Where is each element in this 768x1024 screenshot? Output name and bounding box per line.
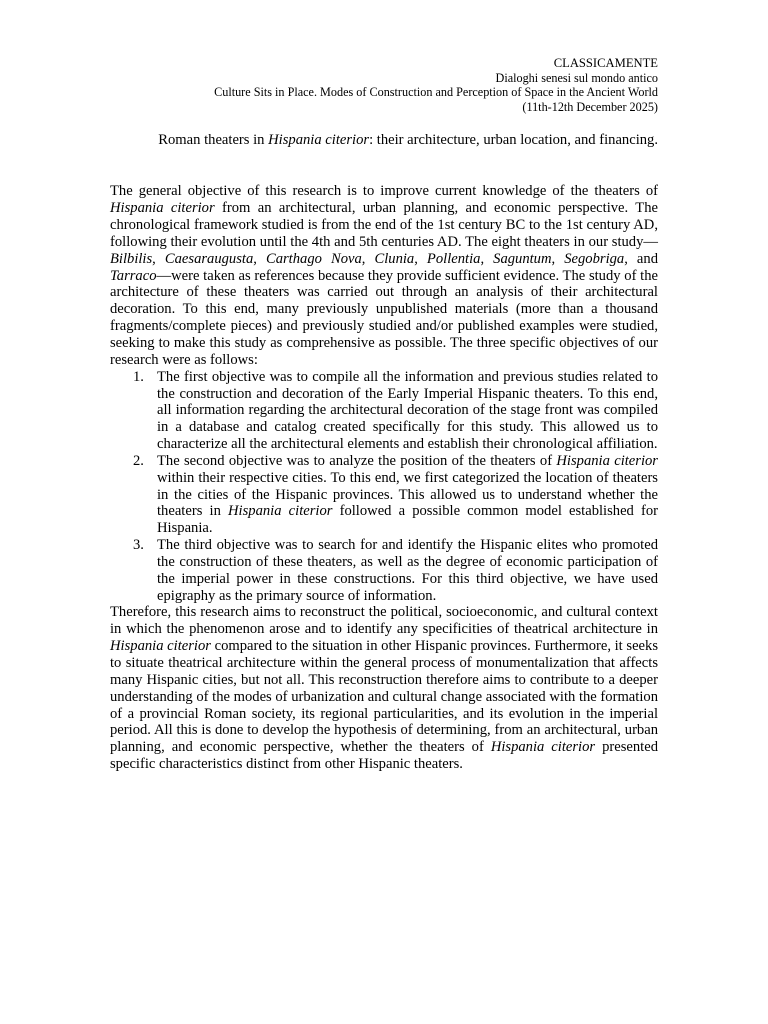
journal-series: Dialoghi senesi sul mondo antico xyxy=(495,70,658,85)
objective-text: The second objective was to analyze the position of the theaters of xyxy=(157,452,557,469)
objective-text: followed a possible common model established for Hispania. xyxy=(157,503,659,537)
theater-name: Tarraco xyxy=(110,267,157,284)
conclusion-italic: Hispania citerior xyxy=(110,638,211,655)
objective-italic: Hispania citerior xyxy=(228,503,333,520)
title-text-after: : their architecture, urban location, and financing. xyxy=(369,132,658,149)
list-item xyxy=(133,537,658,604)
intro-paragraph xyxy=(110,183,658,368)
title-italic: Hispania citerior xyxy=(268,132,370,149)
objective-text: The third objective was to search for and identify the Hispanic elites who promoted the construction of these theaters, as well as the degree of economic participation of the imperial power in these constructions. For this third objective, we have used epigraphy as the primary source of information. xyxy=(157,537,658,604)
conclusion-text: presented specific characteristics distinct from other Hispanic theaters. xyxy=(110,739,658,773)
intro-text: from an architectural, urban planning, and economic perspective. The chronological framework studied is from the end of the 1st century BC to the 1st century AD, following their evolution until the 4th and 5th centuries AD. The eight theaters in our study— xyxy=(110,200,658,250)
theater-name: Caesaraugusta xyxy=(164,250,254,267)
intro-text: , xyxy=(152,250,165,267)
intro-text: , xyxy=(253,250,266,267)
intro-text: , xyxy=(361,250,375,267)
paper-title xyxy=(110,132,658,149)
intro-italic: Hispania citerior xyxy=(110,200,215,217)
theater-name: Saguntum xyxy=(493,250,552,267)
list-number: 2. xyxy=(133,452,144,469)
journal-name: CLASSICAMENTE xyxy=(553,56,658,70)
title-text-before: Roman theaters in xyxy=(158,132,269,149)
theater-name: Pollentia xyxy=(426,250,481,267)
conclusion-italic: Hispania citerior xyxy=(490,739,596,756)
objective-text: within their respective cities. To this end, we first categorized the location of theaters in the cities of the Hispanic provinces. This allowed us to understand whether the theaters in xyxy=(157,469,658,520)
conclusion-text: Therefore, this research aims to reconstruct the political, socioeconomic, and cultural context in which the phenomenon arose and to identify any specificities of theatrical architecture in xyxy=(110,604,658,638)
conclusion-paragraph xyxy=(110,604,658,772)
theater-name: Bilbilis xyxy=(110,250,153,267)
theater-name: Carthago Nova xyxy=(265,250,362,267)
conference-title: Culture Sits in Place. Modes of Construction and Perception of Space in the Ancient World xyxy=(214,85,658,100)
intro-text: The general objective of this research is to improve current knowledge of the theaters of xyxy=(110,183,658,200)
intro-text: , xyxy=(480,250,494,267)
conference-dates: (11th-12th December 2025) xyxy=(522,99,658,114)
objectives-list xyxy=(110,369,658,605)
intro-text: —were taken as references because they provide sufficient evidence. The study of the architecture of these theaters was carried out through an analysis of their architectural decoration. To this end, many previously unpublished materials (more than a thousand fragments/complete pieces) and previously studied and/or published examples were studied, seeking to make this study as comprehensive as possible. The three specific objectives of our research were as follows: xyxy=(110,267,658,368)
list-number: 1. xyxy=(133,368,144,385)
abstract-body xyxy=(110,183,658,773)
conclusion-text: compared to the situation in other Hispanic provinces. Furthermore, it seeks to situate theatrical architecture within the general process of monumentalization that affects many Hispanic cities, but not all. This reconstruction therefore aims to contribute to a deeper understanding of the modes of urbanization and cultural change associated with the formation of a provincial Roman society, its regional particularities, and its evolution in the imperial period. All this is done to develop the hypothesis of determining, from an architectural, urban planning, and economic perspective, whether the theaters of xyxy=(110,638,658,756)
theater-name: Segobriga xyxy=(564,250,625,267)
document-page xyxy=(110,56,658,773)
document-header xyxy=(110,56,658,114)
list-number: 3. xyxy=(133,537,144,554)
objective-italic: Hispania citerior xyxy=(556,452,658,469)
intro-text: , xyxy=(414,250,427,267)
list-item xyxy=(133,368,658,453)
list-item xyxy=(133,452,659,537)
intro-text: , xyxy=(551,250,565,267)
objective-text: The first objective was to compile all the information and previous studies related to the construction and decoration of the Early Imperial Hispanic theaters. To this end, all information regarding the architectural decoration of the stage front was compiled in a database and catalog created specifically for this study. This allowed us to characterize all the architectural elements and establish their chronological affiliation. xyxy=(157,368,658,453)
intro-text: , and xyxy=(624,250,658,267)
theater-name: Clunia xyxy=(374,250,415,267)
